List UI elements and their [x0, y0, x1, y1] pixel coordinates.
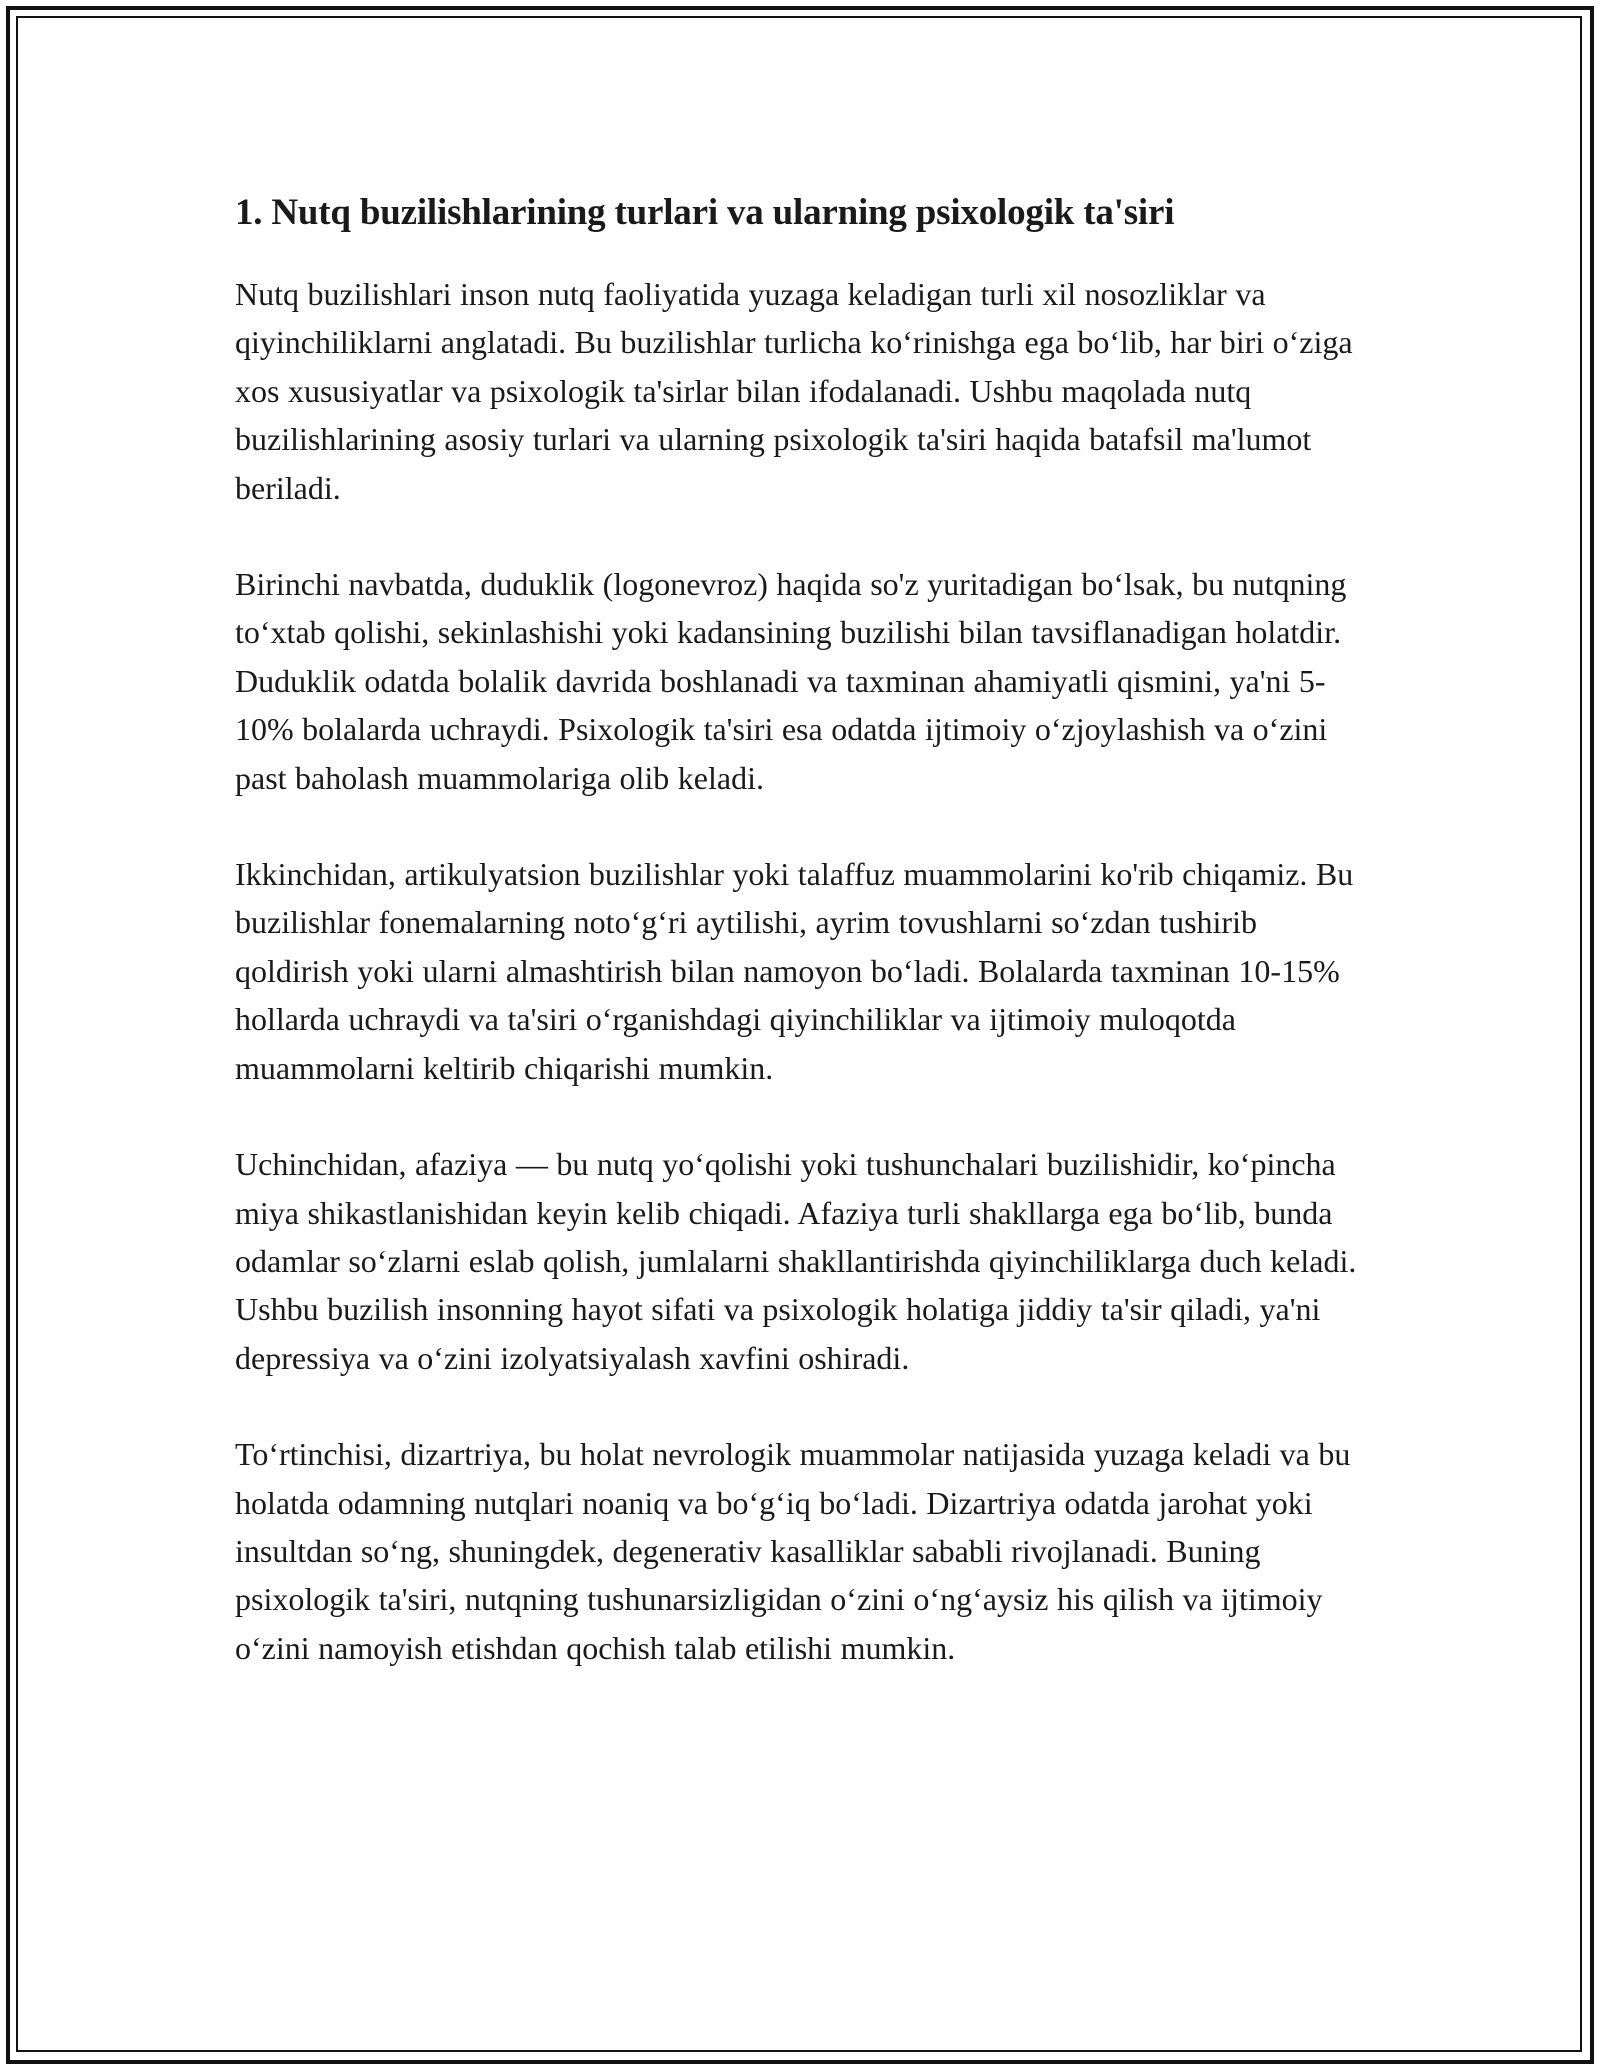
paragraph-dysarthria: To‘rtinchisi, dizartriya, bu holat nevrologik muammolar natijasida yuzaga keladi va bu holatda odamning nutqlari noaniq va bo‘g‘iq bo‘ladi. Dizartriya odatda jarohat yoki insultdan so‘ng, shuningdek, degenerativ kasalliklar sababli rivojlanadi. Buning psixologik ta'siri, nutqning tushunarsizligidan o‘zini o‘ng‘aysiz his qilish va ijtimoiy o‘zini namoyish etishdan qochish talab etilishi mumkin. — [235, 1436, 1351, 1666]
document-body — [235, 186, 1375, 1672]
paragraph-aphasia: Uchinchidan, afaziya — bu nutq yo‘qolishi yoki tushunchalari buzilishidir, ko‘pincha miya shikastlanishidan keyin kelib chiqadi. Afaziya turli shakllarga ega bo‘lib, bunda odamlar so‘zlarni eslab qolish, jumlalarni shakllantirishda qiyinchiliklarga duch keladi. Ushbu buzilish insonning hayot sifati va psixologik holatiga jiddiy ta'sir qiladi, ya'ni depressiya va o‘zini izolyatsiyalash xavfini oshiradi. — [235, 1146, 1357, 1376]
paragraph-stuttering: Birinchi navbatda, duduklik (logonevroz) haqida so'z yuritadigan bo‘lsak, bu nutqning to‘xtab qolishi, sekinlashishi yoki kadansining buzilishi bilan tavsiflanadigan holatdir. Duduklik odatda bolalik davrida boshlanadi va taxminan ahamiyatli qismini, ya'ni 5-10% bolalarda uchraydi. Psixologik ta'siri esa odatda ijtimoiy o‘zjoylashish va o‘zini past baholash muammolariga olib keladi. — [235, 566, 1347, 796]
paragraph-articulation: Ikkinchidan, artikulyatsion buzilishlar yoki talaffuz muammolarini ko'rib chiqamiz. Bu buzilishlar fonemalarning noto‘g‘ri aytilishi, ayrim tovushlarni so‘zdan tushirib qoldirish yoki ularni almashtirish bilan namoyon bo‘ladi. Bolalarda taxminan 10-15% hollarda uchraydi va ta'siri o‘rganishdagi qiyinchiliklar va ijtimoiy muloqotda muammolarni keltirib chiqarishi mumkin. — [235, 856, 1354, 1086]
paragraph-introduction: Nutq buzilishlari inson nutq faoliyatida yuzaga keladigan turli xil nosozliklar va qiyinchiliklarni anglatadi. Bu buzilishlar turlicha ko‘rinishga ega bo‘lib, har biri o‘ziga xos xususiyatlar va psixologik ta'sirlar bilan ifodalanadi. Ushbu maqolada nutq buzilishlarining asosiy turlari va ularning psixologik ta'siri haqida batafsil ma'lumot beriladi. — [235, 276, 1353, 506]
document-title: 1. Nutq buzilishlarining turlari va ularning psixologik ta'siri — [235, 192, 1175, 233]
